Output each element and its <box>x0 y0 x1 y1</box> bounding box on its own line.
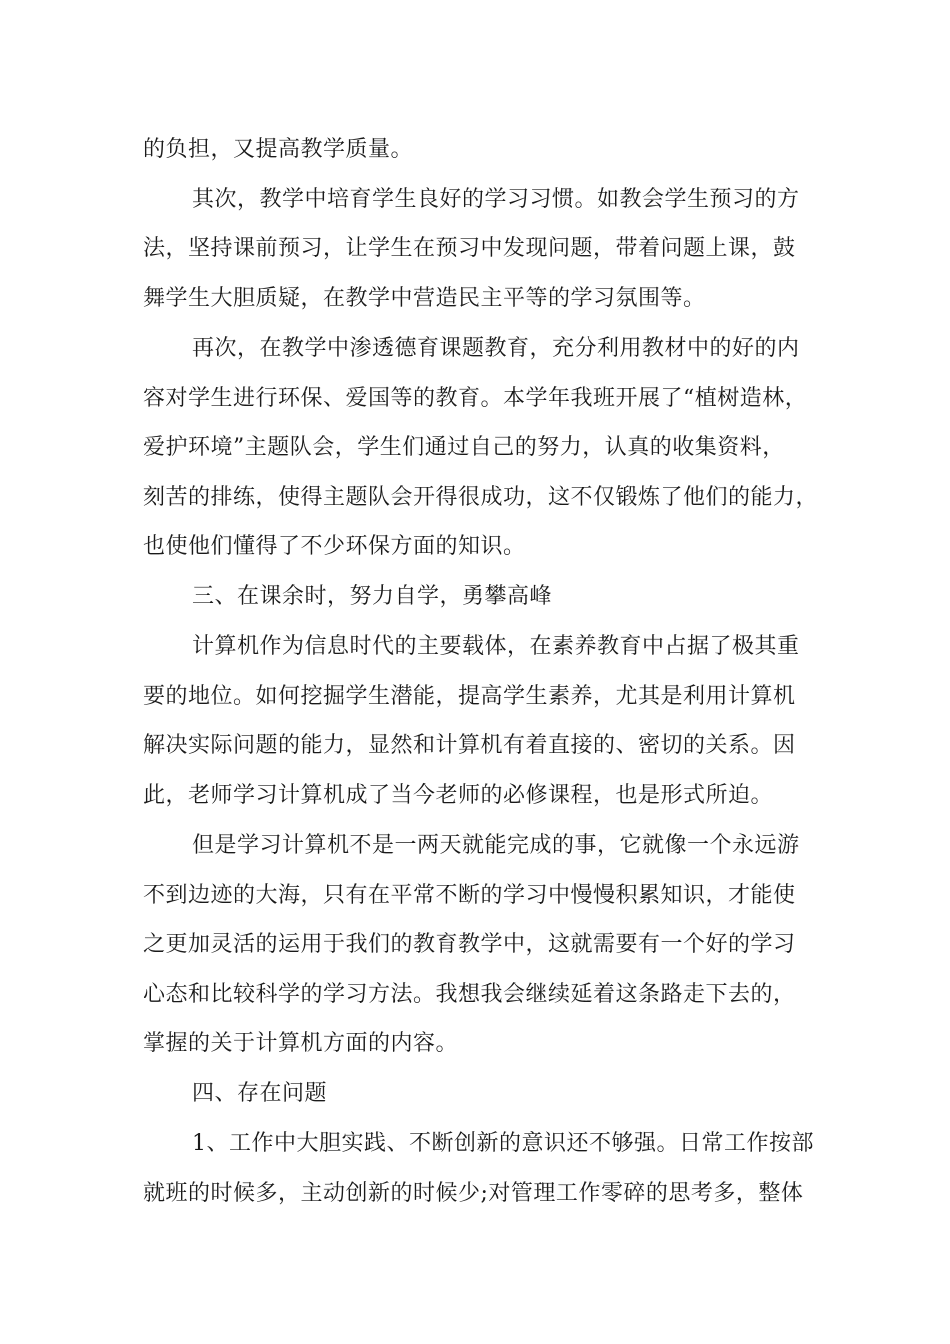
text-line: 容对学生进行环保、爱国等的教育。本学年我班开展了“植树造林， <box>143 386 808 411</box>
text-line: 解决实际问题的能力，显然和计算机有着直接的、密切的关系。因 <box>143 733 796 758</box>
text-line: 也使他们懂得了不少环保方面的知识。 <box>143 534 526 559</box>
text-line: 刻苦的排练，使得主题队会开得很成功，这不仅锻炼了他们的能力， <box>143 485 819 510</box>
paragraph-start-line: 计算机作为信息时代的主要载体，在素养教育中占据了极其重 <box>192 634 800 659</box>
text-line: 心态和比较科学的学习方法。我想我会继续延着这条路走下去的， <box>143 982 796 1007</box>
text-line: 就班的时候多，主动创新的时候少;对管理工作零碎的思考多，整体 <box>143 1181 804 1206</box>
text-line: 法，坚持课前预习，让学生在预习中发现问题，带着问题上课，鼓 <box>143 236 796 261</box>
text-line: 之更加灵活的运用于我们的教育教学中，这就需要有一个好的学习 <box>143 932 796 957</box>
section-heading: 四、存在问题 <box>192 1081 328 1106</box>
text-line: 不到边迹的大海，只有在平常不断的学习中慢慢积累知识，才能使 <box>143 883 796 908</box>
text-line: 舞学生大胆质疑，在教学中营造民主平等的学习氛围等。 <box>143 286 706 311</box>
text-line: 此，老师学习计算机成了当今老师的必修课程，也是形式所迫。 <box>143 783 774 808</box>
paragraph-start-line: 其次，教学中培育学生良好的学习习惯。如教会学生预习的方 <box>192 187 800 212</box>
paragraph-start-line: 1、工作中大胆实践、不断创新的意识还不够强。日常工作按部 <box>192 1131 814 1156</box>
paragraph-start-line: 再次，在教学中渗透德育课题教育，充分利用教材中的好的内 <box>192 336 800 361</box>
text-line: 要的地位。如何挖掘学生潜能，提高学生素养，尤其是利用计算机 <box>143 684 796 709</box>
text-line: 爱护环境”主题队会，学生们通过自己的努力，认真的收集资料， <box>143 435 785 460</box>
section-heading: 三、在课余时，努力自学，勇攀高峰 <box>192 584 553 609</box>
text-line: 的负担，又提高教学质量。 <box>143 137 414 162</box>
text-line: 掌握的关于计算机方面的内容。 <box>143 1031 459 1056</box>
paragraph-start-line: 但是学习计算机不是一两天就能完成的事，它就像一个永远游 <box>192 833 800 858</box>
